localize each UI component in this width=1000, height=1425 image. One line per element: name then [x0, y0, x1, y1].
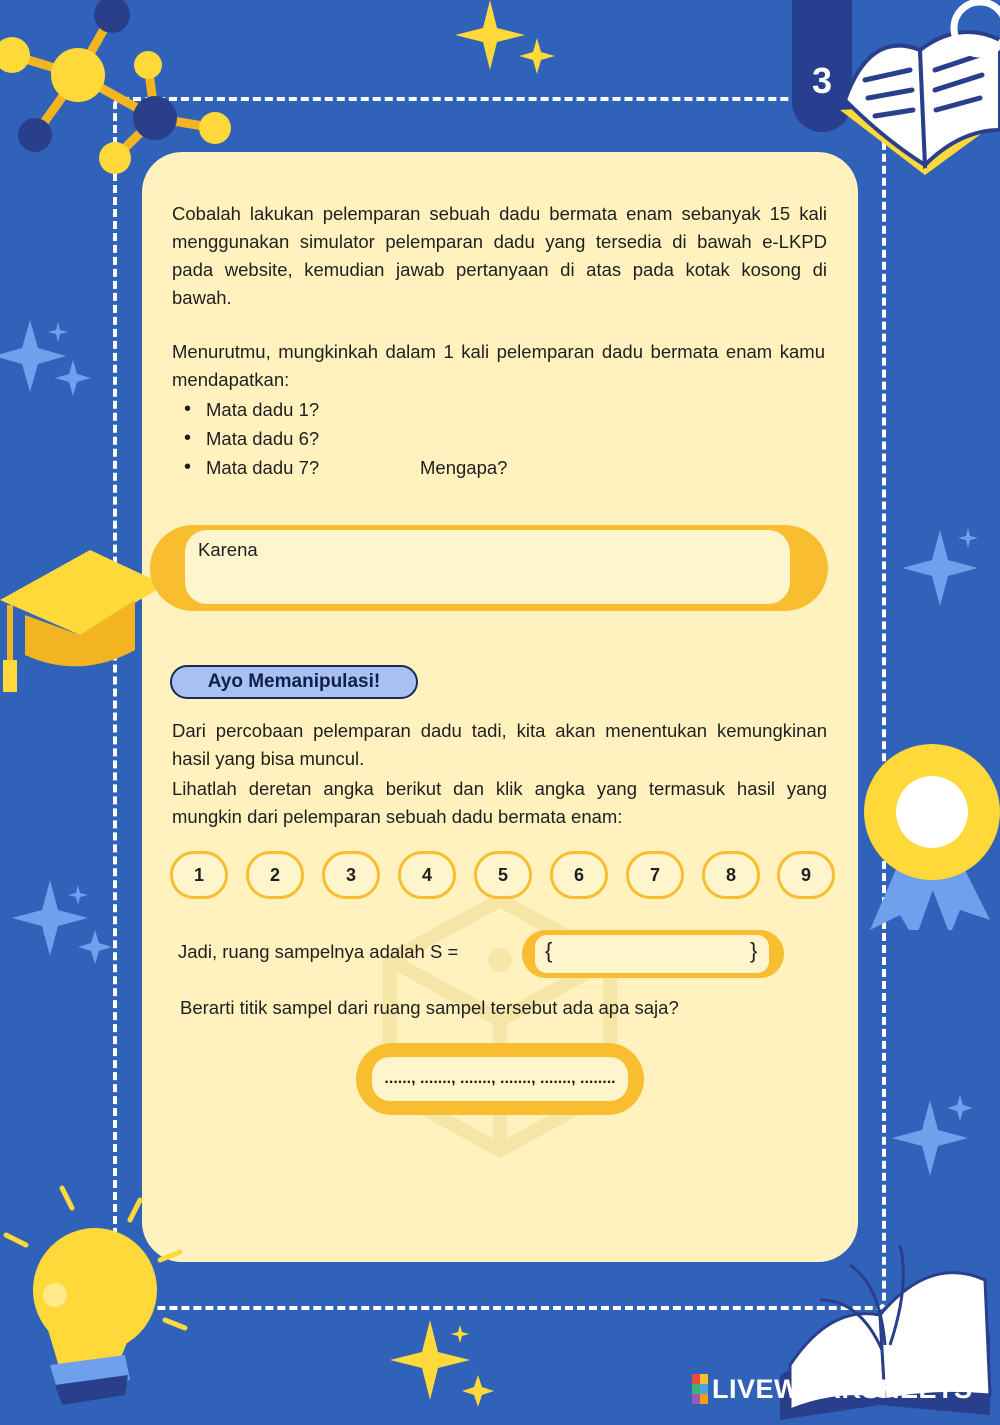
number-button-6[interactable]: 6	[550, 851, 608, 899]
bullet-item: • Mata dadu 1?	[182, 395, 319, 424]
open-brace: {	[545, 938, 553, 963]
open-book-icon	[830, 0, 1000, 180]
mengapa-text: Mengapa?	[420, 457, 508, 478]
sample-points-input[interactable]: ......, ......., ......., ......., ......., ........	[372, 1057, 628, 1101]
sample-space-label: Jadi, ruang sampelnya adalah S =	[178, 941, 459, 962]
award-badge-icon	[860, 740, 1000, 930]
brand-text: LIVEWORKSHEETS	[712, 1373, 973, 1404]
bullet-list	[182, 395, 319, 482]
close-brace: }	[750, 938, 758, 963]
number-button-1[interactable]: 1	[170, 851, 228, 899]
page-number: 3	[811, 60, 833, 101]
bullet-item: • Mata dadu 6?	[182, 424, 319, 453]
number-button-5[interactable]: 5	[474, 851, 532, 899]
question-paragraph: Menurutmu, mungkinkah dalam 1 kali pelemparan dadu bermata enam kamu mendapatkan:	[172, 341, 825, 390]
manipulation-paragraph-1: Dari percobaan pelemparan dadu tadi, kita akan menentukan kemungkinan hasil yang bisa muncul.	[172, 720, 827, 769]
number-button-2[interactable]: 2	[246, 851, 304, 899]
number-button-3[interactable]: 3	[322, 851, 380, 899]
number-button-9[interactable]: 9	[777, 851, 835, 899]
intro-paragraph: Cobalah lakukan pelemparan sebuah dadu bermata enam sebanyak 15 kali menggunakan simulator pelemparan dadu yang tersedia di bawah e-LKPD pada website, kemudian jawab pertanyaan di atas pada kotak kosong di bawah.	[172, 203, 827, 308]
light-bulb-icon	[0, 1180, 200, 1420]
liveworksheets-logo	[692, 1372, 973, 1406]
bullet-item: • Mata dadu 7?	[182, 453, 319, 482]
section-title-badge: Ayo Memanipulasi!	[170, 665, 418, 699]
sample-space-input[interactable]	[535, 935, 769, 973]
graduation-cap-icon	[0, 530, 170, 700]
manipulation-paragraph-2: Lihatlah deretan angka berikut dan klik angka yang termasuk hasil yang mungkin dari pelemparan sebuah dadu bermata enam:	[172, 778, 827, 827]
number-button-4[interactable]: 4	[398, 851, 456, 899]
number-button-7[interactable]: 7	[626, 851, 684, 899]
liveworksheets-logo-icon	[692, 1374, 708, 1404]
answer-text-value: Karena	[198, 539, 258, 560]
answer-text-area[interactable]	[185, 530, 790, 604]
number-button-8[interactable]: 8	[702, 851, 760, 899]
sample-points-question: Berarti titik sampel dari ruang sampel tersebut ada apa saja?	[180, 997, 679, 1018]
molecule-icon	[0, 0, 240, 180]
